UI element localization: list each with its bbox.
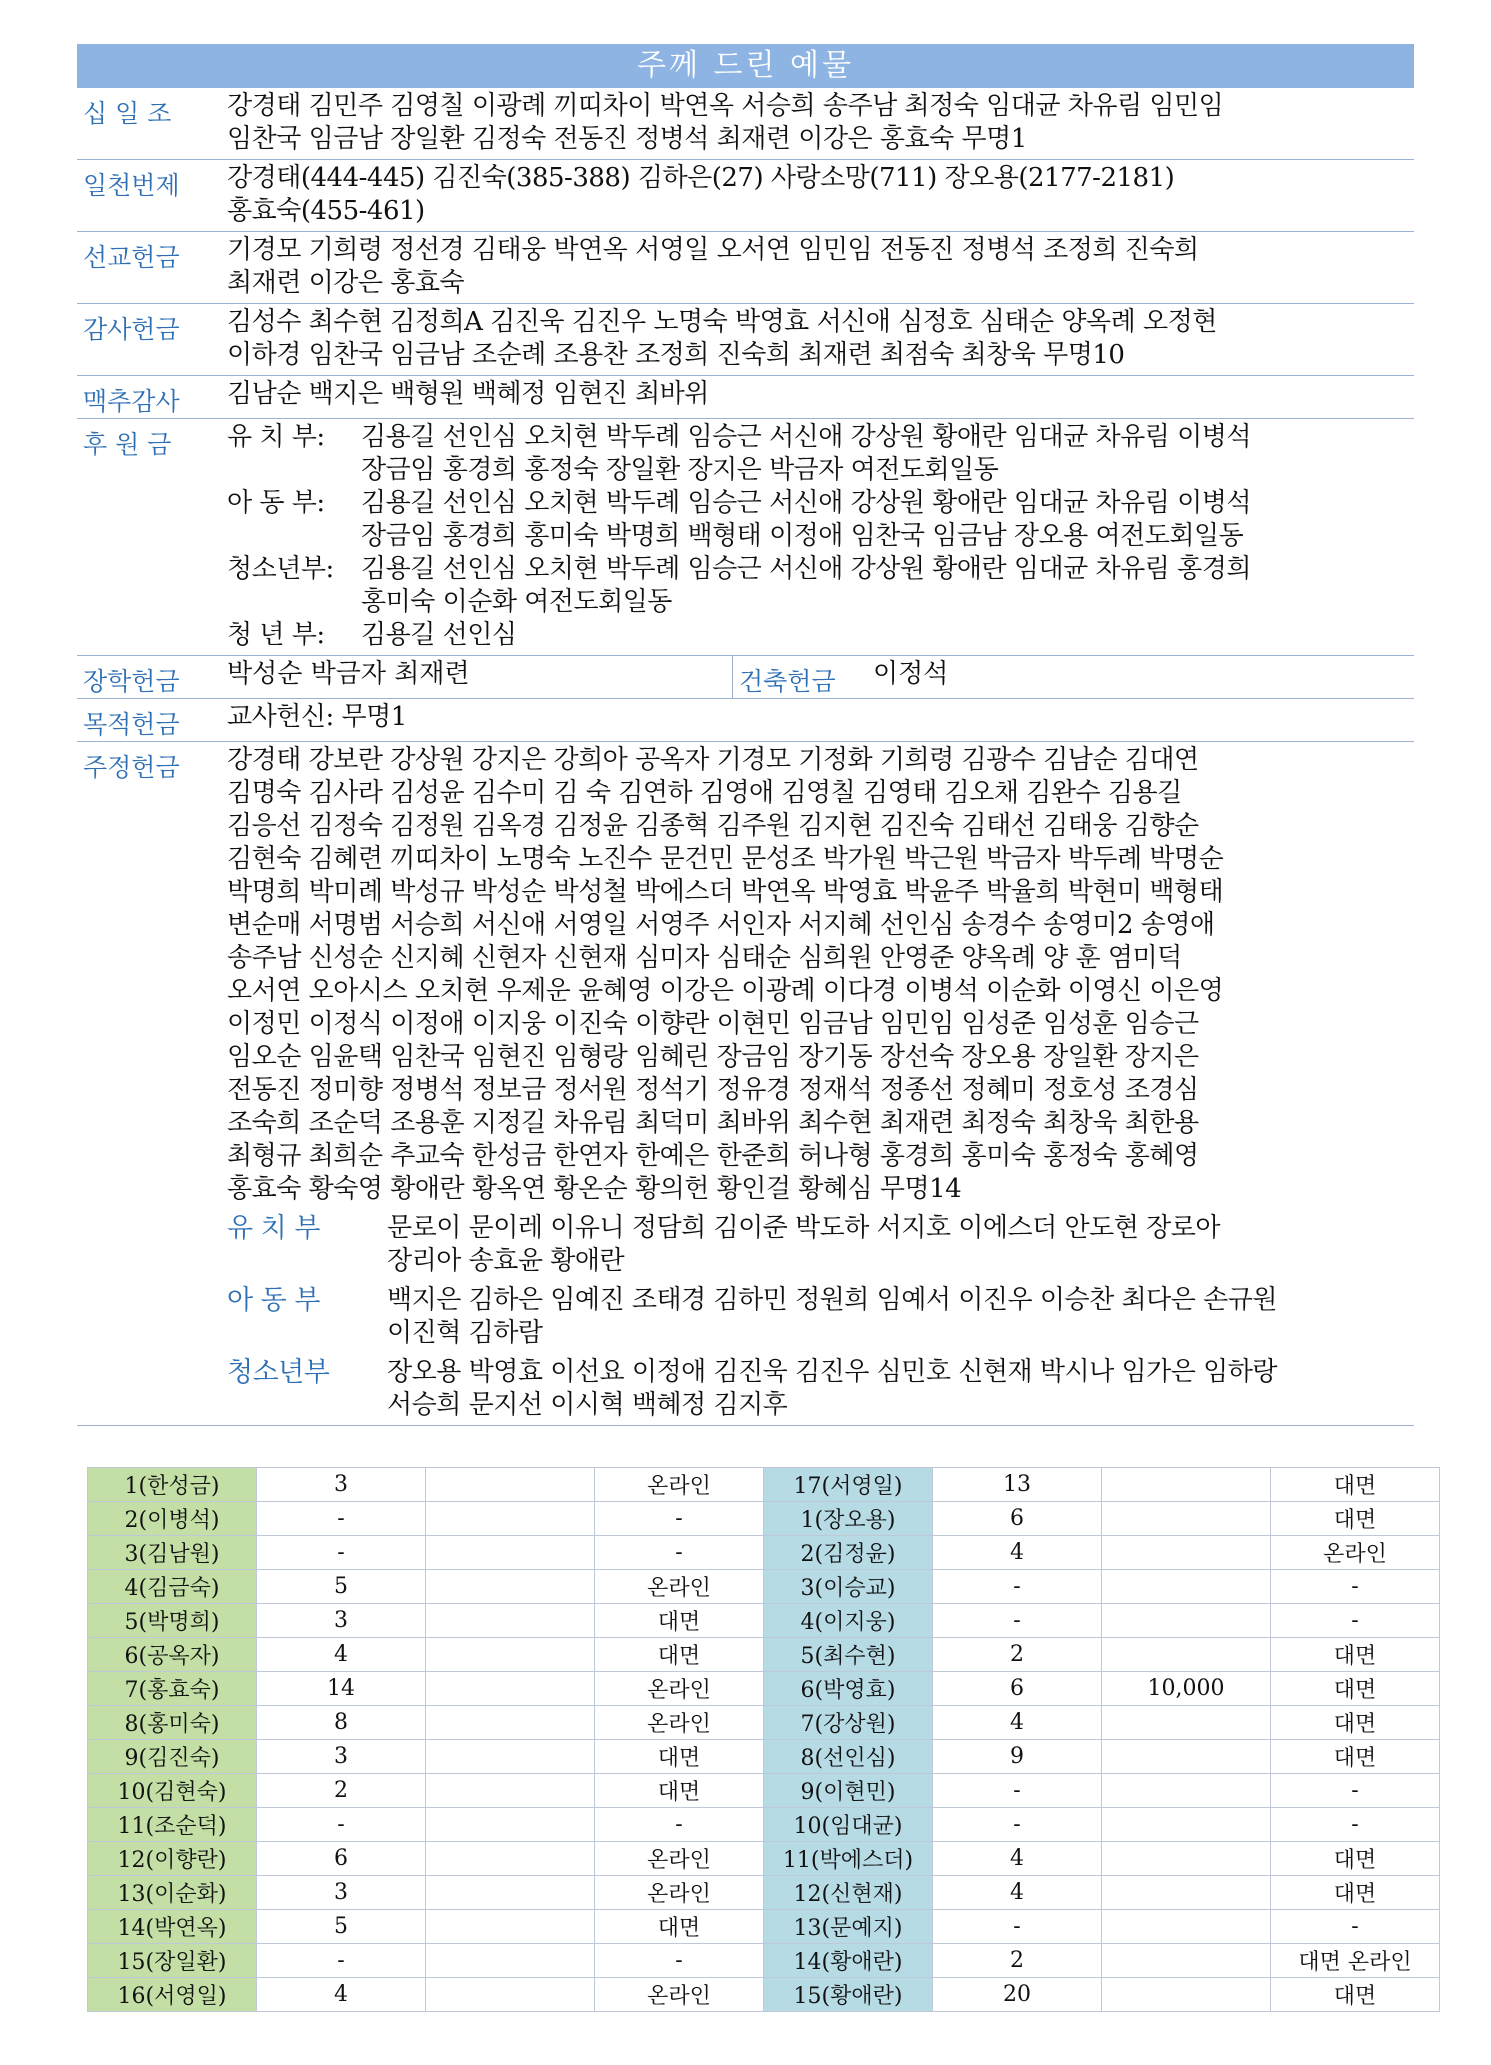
count-cell: 5 xyxy=(257,1570,426,1604)
amount-cell xyxy=(426,1706,595,1740)
name-line: 강경태(444-445) 김진숙(385-388) 김하은(27) 사랑소망(711) 장오용(2177-2181) xyxy=(227,163,1175,193)
table-row xyxy=(88,1502,1440,1536)
count-cell: 3 xyxy=(257,1468,426,1502)
table-row xyxy=(88,1638,1440,1672)
mode-cell: 대면 xyxy=(1271,1502,1440,1536)
group-name-cell: 12(이향란) xyxy=(88,1842,257,1876)
scholar-names: 박성순 박금자 최재련 xyxy=(227,656,733,698)
support-group xyxy=(227,619,1414,652)
group-label: 청소년부: xyxy=(227,554,334,584)
amount-cell xyxy=(426,1842,595,1876)
amount-cell xyxy=(1102,1978,1271,2012)
kids-group xyxy=(227,1212,1414,1278)
table-row xyxy=(88,1570,1440,1604)
name-line: 홍미숙 이순화 여전도회일동 xyxy=(361,587,672,617)
mode-cell: - xyxy=(1271,1808,1440,1842)
name-line: 장금임 홍경희 홍정숙 장일환 장지은 박금자 여전도회일동 xyxy=(361,455,999,485)
count-cell: - xyxy=(257,1808,426,1842)
amount-cell xyxy=(426,1536,595,1570)
group-name-cell: 2(이병석) xyxy=(88,1502,257,1536)
group-label: 아 동 부: xyxy=(227,488,325,518)
amount-cell xyxy=(426,1944,595,1978)
table-row xyxy=(88,1740,1440,1774)
name-line: 전동진 정미향 정병석 정보금 정서원 정석기 정유경 정재석 정종선 정혜미 정호성 조경심 xyxy=(227,1075,1199,1105)
table-row xyxy=(88,1978,1440,2012)
count-cell: - xyxy=(933,1570,1102,1604)
support-group xyxy=(227,487,1414,553)
name-line: 최재련 이강은 홍효숙 xyxy=(227,268,465,298)
amount-cell xyxy=(426,1638,595,1672)
count-cell: 4 xyxy=(933,1536,1102,1570)
name-line: 이진혁 김하람 xyxy=(387,1318,543,1348)
group-name-cell: 14(황애란) xyxy=(764,1944,933,1978)
count-cell: 2 xyxy=(257,1774,426,1808)
mode-cell: 대면 xyxy=(1271,1842,1440,1876)
row-names xyxy=(227,160,1414,231)
mode-cell: 온라인 xyxy=(595,1842,764,1876)
row-scholar xyxy=(77,656,1414,699)
mode-cell: - xyxy=(1271,1910,1440,1944)
name-line: 기경모 기희령 정선경 김태웅 박연옥 서영일 오서연 임민임 전동진 정병석 조정희 진숙희 xyxy=(227,235,1199,265)
group-name-cell: 11(조순덕) xyxy=(88,1808,257,1842)
group-name-cell: 6(공옥자) xyxy=(88,1638,257,1672)
name-line: 이하경 임찬국 임금남 조순례 조용찬 조정희 진숙희 최재련 최점숙 최창욱 무명10 xyxy=(227,340,1125,370)
group-name-cell: 13(이순화) xyxy=(88,1876,257,1910)
group-name-cell: 5(박명희) xyxy=(88,1604,257,1638)
mode-cell: - xyxy=(1271,1774,1440,1808)
group-name-cell: 9(김진숙) xyxy=(88,1740,257,1774)
group-label: 유 치 부: xyxy=(227,422,325,452)
count-cell: 4 xyxy=(257,1638,426,1672)
group-name-cell: 17(서영일) xyxy=(764,1468,933,1502)
name-line: 홍효숙 황숙영 황애란 황옥연 황온순 황의헌 황인걸 황혜심 무명14 xyxy=(227,1174,962,1204)
amount-cell xyxy=(1102,1774,1271,1808)
name-line: 김명숙 김사라 김성윤 김수미 김 숙 김연하 김영애 김영칠 김영태 김오채 김완수 김용길 xyxy=(227,778,1182,808)
mode-cell: 온라인 xyxy=(595,1978,764,2012)
name-line: 오서연 오아시스 오치현 우제운 윤혜영 이강은 이광례 이다경 이병석 이순화 이영신 이은영 xyxy=(227,976,1224,1006)
amount-cell xyxy=(426,1876,595,1910)
amount-cell xyxy=(1102,1876,1271,1910)
group-name-cell: 4(김금숙) xyxy=(88,1570,257,1604)
group-names xyxy=(361,487,1414,553)
row-sunday xyxy=(77,742,1414,1426)
count-cell: 2 xyxy=(933,1638,1102,1672)
row-label: 맥추감사 xyxy=(83,387,180,416)
row-support xyxy=(77,419,1414,656)
group-name-cell: 5(최수현) xyxy=(764,1638,933,1672)
count-cell: - xyxy=(257,1502,426,1536)
group-name-cell: 3(김남원) xyxy=(88,1536,257,1570)
group-name-cell: 14(박연옥) xyxy=(88,1910,257,1944)
count-cell: 5 xyxy=(257,1910,426,1944)
amount-cell xyxy=(426,1570,595,1604)
count-cell: 4 xyxy=(933,1876,1102,1910)
row-names xyxy=(227,376,1414,418)
count-cell: 4 xyxy=(933,1706,1102,1740)
group-names xyxy=(361,553,1414,619)
group-name-cell: 12(신현재) xyxy=(764,1876,933,1910)
mode-cell: 대면 xyxy=(595,1604,764,1638)
building-label: 건축헌금 xyxy=(739,667,836,696)
table-row xyxy=(88,1536,1440,1570)
page-title: 주께 드린 예물 xyxy=(77,44,1414,88)
kids-label: 유 치 부 xyxy=(227,1213,320,1244)
count-cell: 20 xyxy=(933,1978,1102,2012)
count-cell: 4 xyxy=(933,1842,1102,1876)
group-names xyxy=(361,421,1414,487)
purpose-names: 교사헌신: 무명1 xyxy=(227,702,407,732)
group-name-cell: 4(이지웅) xyxy=(764,1604,933,1638)
row-label: 후 원 금 xyxy=(83,430,172,459)
count-cell: - xyxy=(933,1808,1102,1842)
count-cell: - xyxy=(933,1604,1102,1638)
name-line: 강경태 강보란 강상원 강지은 강희아 공옥자 기경모 기정화 기희령 김광수 김남순 김대연 xyxy=(227,745,1199,775)
name-line: 송주남 신성순 신지혜 신현자 신현재 심미자 심태순 심희원 안영준 양옥례 양 훈 염미덕 xyxy=(227,943,1182,973)
row-tithe xyxy=(77,88,1414,160)
row-names xyxy=(227,742,1414,1425)
name-line: 장오용 박영효 이선요 이정애 김진욱 김진우 심민호 신현재 박시나 임가은 임하랑 xyxy=(387,1357,1277,1387)
name-line: 조숙희 조순덕 조용훈 지정길 차유림 최덕미 최바위 최수현 최재련 최정숙 최창욱 최한용 xyxy=(227,1108,1199,1138)
name-line: 임찬국 임금남 장일환 김정숙 전동진 정병석 최재련 이강은 홍효숙 무명1 xyxy=(227,124,1027,154)
table-row xyxy=(88,1876,1440,1910)
table-row xyxy=(88,1808,1440,1842)
table-row xyxy=(88,1672,1440,1706)
amount-cell xyxy=(1102,1740,1271,1774)
amount-cell xyxy=(1102,1706,1271,1740)
group-names xyxy=(361,619,1414,652)
name-line: 장금임 홍경희 홍미숙 박명희 백형태 이정애 임찬국 임금남 장오용 여전도회일동 xyxy=(361,521,1244,551)
row-label: 선교헌금 xyxy=(83,243,180,272)
count-cell: 3 xyxy=(257,1740,426,1774)
mode-cell: 대면 xyxy=(1271,1706,1440,1740)
name-line: 김용길 선인심 xyxy=(361,620,517,650)
group-name-cell: 7(홍효숙) xyxy=(88,1672,257,1706)
mode-cell: 대면 xyxy=(595,1740,764,1774)
count-cell: 4 xyxy=(257,1978,426,2012)
offering-report xyxy=(77,44,1414,1426)
kids-names xyxy=(387,1356,1414,1422)
kids-group xyxy=(227,1356,1414,1422)
group-label: 청 년 부: xyxy=(227,620,325,650)
name-line: 최형규 최희순 추교숙 한성금 한연자 한예은 한준희 허나형 홍경희 홍미숙 홍정숙 홍혜영 xyxy=(227,1141,1199,1171)
group-name-cell: 9(이현민) xyxy=(764,1774,933,1808)
amount-cell xyxy=(1102,1570,1271,1604)
name-line: 김현숙 김혜련 끼띠차이 노명숙 노진수 문건민 문성조 박가원 박근원 박금자 박두례 박명순 xyxy=(227,844,1224,874)
name-line: 서승희 문지선 이시혁 백혜정 김지후 xyxy=(387,1390,788,1420)
group-name-cell: 2(김정윤) xyxy=(764,1536,933,1570)
mode-cell: 대면 xyxy=(595,1638,764,1672)
row-label: 감사헌금 xyxy=(83,315,180,344)
group-name-cell: 3(이승교) xyxy=(764,1570,933,1604)
name-line: 백지은 김하은 임예진 조태경 김하민 정원희 임예서 이진우 이승찬 최다은 손규원 xyxy=(387,1285,1277,1315)
name-line: 박명희 박미례 박성규 박성순 박성철 박에스더 박연옥 박영효 박윤주 박율희 박현미 백형태 xyxy=(227,877,1224,907)
mode-cell: - xyxy=(1271,1570,1440,1604)
mode-cell: 대면 xyxy=(1271,1876,1440,1910)
kids-names xyxy=(387,1284,1414,1350)
name-line: 김남순 백지은 백형원 백혜정 임현진 최바위 xyxy=(227,379,709,409)
mode-cell: 대면 온라인 xyxy=(1271,1944,1440,1978)
row-purpose xyxy=(77,699,1414,742)
name-line: 장리아 송효윤 황애란 xyxy=(387,1246,625,1276)
kids-label: 아 동 부 xyxy=(227,1285,320,1316)
amount-cell xyxy=(426,1774,595,1808)
mode-cell: 온라인 xyxy=(595,1672,764,1706)
amount-cell xyxy=(426,1978,595,2012)
amount-cell xyxy=(426,1672,595,1706)
mode-cell: 온라인 xyxy=(595,1468,764,1502)
amount-cell: 10,000 xyxy=(1102,1672,1271,1706)
table-row xyxy=(88,1842,1440,1876)
attendance-table xyxy=(87,1467,1440,2012)
count-cell: 6 xyxy=(933,1672,1102,1706)
count-cell: 2 xyxy=(933,1944,1102,1978)
group-name-cell: 10(김현숙) xyxy=(88,1774,257,1808)
row-thanks xyxy=(77,304,1414,376)
row-names xyxy=(227,88,1414,159)
name-line: 김용길 선인심 오치현 박두례 임승근 서신애 강상원 황애란 임대균 차유림 이병석 xyxy=(361,422,1251,452)
support-group xyxy=(227,421,1414,487)
mode-cell: - xyxy=(595,1808,764,1842)
group-name-cell: 8(선인심) xyxy=(764,1740,933,1774)
attendance-body xyxy=(88,1468,1440,2012)
amount-cell xyxy=(1102,1638,1271,1672)
count-cell: 8 xyxy=(257,1706,426,1740)
building-names: 이정석 xyxy=(873,659,949,689)
mode-cell: - xyxy=(595,1944,764,1978)
amount-cell xyxy=(1102,1536,1271,1570)
amount-cell xyxy=(1102,1842,1271,1876)
amount-cell xyxy=(1102,1808,1271,1842)
group-name-cell: 7(강상원) xyxy=(764,1706,933,1740)
amount-cell xyxy=(426,1468,595,1502)
mode-cell: 대면 xyxy=(1271,1740,1440,1774)
row-names xyxy=(227,304,1414,375)
mode-cell: 온라인 xyxy=(595,1876,764,1910)
count-cell: 3 xyxy=(257,1604,426,1638)
support-group xyxy=(227,553,1414,619)
mode-cell: - xyxy=(1271,1604,1440,1638)
group-name-cell: 1(장오용) xyxy=(764,1502,933,1536)
amount-cell xyxy=(426,1604,595,1638)
name-line: 임오순 임윤택 임찬국 임현진 임형랑 임혜린 장금임 장기동 장선숙 장오용 장일환 장지은 xyxy=(227,1042,1199,1072)
count-cell: 6 xyxy=(933,1502,1102,1536)
mode-cell: 대면 xyxy=(1271,1468,1440,1502)
mode-cell: 온라인 xyxy=(595,1706,764,1740)
mode-cell: 온라인 xyxy=(1271,1536,1440,1570)
group-name-cell: 1(한성금) xyxy=(88,1468,257,1502)
name-line: 강경태 김민주 김영칠 이광례 끼띠차이 박연옥 서승희 송주남 최정숙 임대균 차유림 임민임 xyxy=(227,91,1224,121)
row-label: 십 일 조 xyxy=(83,99,172,128)
kids-group xyxy=(227,1284,1414,1350)
row-label: 일천번제 xyxy=(83,171,180,200)
amount-cell xyxy=(426,1910,595,1944)
amount-cell xyxy=(1102,1468,1271,1502)
group-name-cell: 11(박에스더) xyxy=(764,1842,933,1876)
name-line: 김응선 김정숙 김정원 김옥경 김정윤 김종혁 김주원 김지현 김진숙 김태선 김태웅 김향순 xyxy=(227,811,1199,841)
kids-label: 청소년부 xyxy=(227,1357,330,1388)
group-name-cell: 6(박영효) xyxy=(764,1672,933,1706)
row-label: 주정헌금 xyxy=(83,753,180,782)
count-cell: - xyxy=(257,1944,426,1978)
count-cell: - xyxy=(257,1536,426,1570)
group-name-cell: 15(장일환) xyxy=(88,1944,257,1978)
table-row xyxy=(88,1706,1440,1740)
count-cell: 6 xyxy=(257,1842,426,1876)
row-ilcheon xyxy=(77,160,1414,232)
mode-cell: 대면 xyxy=(595,1910,764,1944)
kids-names xyxy=(387,1212,1414,1278)
row-names xyxy=(227,419,1414,655)
amount-cell xyxy=(426,1808,595,1842)
mode-cell: - xyxy=(595,1502,764,1536)
name-line: 홍효숙(455-461) xyxy=(227,196,425,226)
group-name-cell: 10(임대균) xyxy=(764,1808,933,1842)
amount-cell xyxy=(1102,1944,1271,1978)
row-label: 목적헌금 xyxy=(83,710,180,739)
amount-cell xyxy=(1102,1910,1271,1944)
group-name-cell: 8(홍미숙) xyxy=(88,1706,257,1740)
name-line: 문로이 문이레 이유니 정담희 김이준 박도하 서지호 이에스더 안도현 장로아 xyxy=(387,1213,1220,1243)
row-mission xyxy=(77,232,1414,304)
table-row xyxy=(88,1774,1440,1808)
amount-cell xyxy=(426,1740,595,1774)
mode-cell: 온라인 xyxy=(595,1570,764,1604)
table-row xyxy=(88,1944,1440,1978)
split-row xyxy=(227,656,1414,698)
count-cell: - xyxy=(933,1774,1102,1808)
group-name-cell: 13(문예지) xyxy=(764,1910,933,1944)
name-line: 변순매 서명범 서승희 서신애 서영일 서영주 서인자 서지혜 선인심 송경수 송영미2 송영애 xyxy=(227,910,1215,940)
mode-cell: - xyxy=(595,1536,764,1570)
amount-cell xyxy=(426,1502,595,1536)
amount-cell xyxy=(1102,1502,1271,1536)
table-row xyxy=(88,1604,1440,1638)
name-line: 이정민 이정식 이정애 이지웅 이진숙 이향란 이현민 임금남 임민임 임성준 임성훈 임승근 xyxy=(227,1009,1199,1039)
row-label: 장학헌금 xyxy=(83,667,180,696)
group-name-cell: 15(황애란) xyxy=(764,1978,933,2012)
row-names xyxy=(227,232,1414,303)
name-line: 김용길 선인심 오치현 박두례 임승근 서신애 강상원 황애란 임대균 차유림 이병석 xyxy=(361,488,1251,518)
mode-cell: 대면 xyxy=(1271,1978,1440,2012)
name-line: 김용길 선인심 오치현 박두례 임승근 서신애 강상원 황애란 임대균 차유림 홍경희 xyxy=(361,554,1251,584)
row-maekchu xyxy=(77,376,1414,419)
mode-cell: 대면 xyxy=(1271,1672,1440,1706)
group-name-cell: 16(서영일) xyxy=(88,1978,257,2012)
count-cell: - xyxy=(933,1910,1102,1944)
mode-cell: 대면 xyxy=(595,1774,764,1808)
count-cell: 13 xyxy=(933,1468,1102,1502)
name-line: 김성수 최수현 김정희A 김진욱 김진우 노명숙 박영효 서신애 심정호 심태순 양옥례 오정현 xyxy=(227,307,1217,337)
count-cell: 9 xyxy=(933,1740,1102,1774)
count-cell: 14 xyxy=(257,1672,426,1706)
table-row xyxy=(88,1910,1440,1944)
table-row xyxy=(88,1468,1440,1502)
count-cell: 3 xyxy=(257,1876,426,1910)
mode-cell: 대면 xyxy=(1271,1638,1440,1672)
amount-cell xyxy=(1102,1604,1271,1638)
